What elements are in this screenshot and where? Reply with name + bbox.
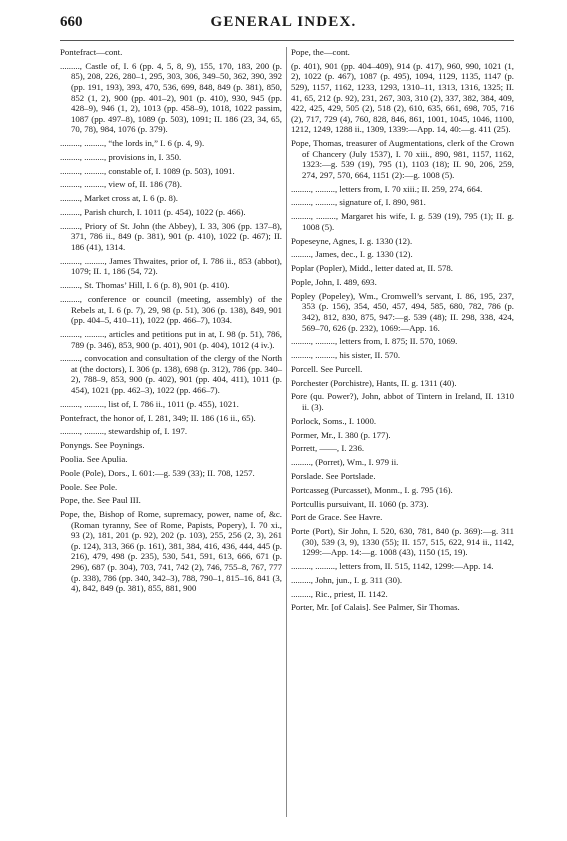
index-entry: Pontefract, the honor of, I. 281, 349; II. 186 (16 ii., 65). — [60, 412, 256, 423]
index-entry: Porrett, ——, I. 236. — [291, 443, 365, 454]
index-entry: ........., ........., signature of, I. 890, 981. — [291, 197, 426, 208]
index-entry: Port de Grace. See Havre. — [291, 512, 383, 523]
page-header — [0, 14, 567, 34]
index-entry: ........., ........., stewardship of, I. 197. — [60, 426, 188, 437]
index-entry: Ponyngs. See Poynings. — [60, 440, 145, 451]
page-title: GENERAL INDEX. — [210, 14, 357, 30]
index-entry: ........., ........., letters from, I. 70 xiii.; II. 259, 274, 664. — [291, 183, 483, 194]
index-entry: ........., John, jun., I. g. 311 (30). — [291, 574, 403, 585]
index-entry: ........., Castle of, I. 6 (pp. 4, 5, 8, 9), 155, 170, 183, 200 (p. 85), 208, 226, 280–1, 295, 303, 306, 349–50, 362, 390, 392 (pp. 191, 193), 393, 470, 536, 699, 848, 849 (p. 381), 850, 852 (1, 2), 900 (pp. 401–2), 901 (p. 410), 930, 945 (pp. 428–9), 946 (1, 2), 1013 (pp. 458–9), 1018, 1022 passim, 1087 (pp. 497–8), 1089 (p. 503), 1091; II. 186 (23, 34, 65, 70, 78), 984, 1076 (p. 379). — [60, 60, 282, 135]
index-entry: ........., James, dec., I. g. 1330 (12). — [291, 249, 413, 260]
index-entry: ........., ........., letters from, II. 515, 1142, 1299:—App. 14. — [291, 561, 494, 572]
index-entry: ........., ........., “the lords in,” I. 6 (p. 4, 9). — [60, 138, 205, 149]
index-entry: ........., (Porret), Wm., I. 979 ii. — [291, 457, 399, 468]
index-continuation-heading: Pontefract—cont. — [60, 47, 123, 57]
index-entry: ........., Parish church, I. 1011 (p. 454), 1022 (p. 466). — [60, 207, 246, 218]
index-entry: Porter, Mr. [of Calais]. See Palmer, Sir Thomas. — [291, 602, 460, 613]
index-entry: Porlock, Soms., I. 1000. — [291, 415, 377, 426]
index-entry: ........., ........., constable of, I. 1089 (p. 503), 1091. — [60, 165, 235, 176]
page-number: 660 — [60, 14, 83, 30]
index-entry: Poplar (Popler), Midd., letter dated at, II. 578. — [291, 263, 453, 274]
index-entry: Pope, Thomas, treasurer of Augmentations, clerk of the Crown of Chancery (July 1537), I. 70 xiii., 890, 981, 1157, 1162, 1323:—g. 539 (19), 795 (1), 1103 (18); II. 90, 206, 259, 274, 297, 570, 664, 1151 (2):—g. 1008 (5). — [291, 138, 514, 180]
index-entry: ........., conference or council (meeting, assembly) of the Rebels at, I. 6 (p. 7), 29, 98 (p. 51), 306 (p. 138), 849, 901 (pp. 404–5, 410–11), 1022 (pp. 466–7), 1034. — [60, 293, 282, 326]
index-column-left — [60, 47, 282, 597]
index-entry: Portcullis pursuivant, II. 1060 (p. 373). — [291, 498, 429, 509]
index-entry: Poolia. See Apulia. — [60, 453, 128, 464]
index-entry: Porslade. See Portslade. — [291, 470, 376, 481]
index-entry: ........., ........., James Thwaites, prior of, I. 786 ii., 853 (abbot), 1079; II. 1, 186 (54, 72). — [60, 255, 282, 277]
index-entry: ........., ........., articles and petitions put in at, I. 98 (p. 51), 786, 789 (p. 346), 853, 900 (p. 401), 901 (p. 404), 1012 (4 iv.). — [60, 328, 282, 350]
index-entry: ........., St. Thomas’ Hill, I. 6 (p. 8), 901 (p. 410). — [60, 280, 230, 291]
index-entry: ........., ........., list of, I. 786 ii., 1011 (p. 455), 1021. — [60, 398, 239, 409]
index-entry: Poole. See Pole. — [60, 481, 118, 492]
index-entry: ........., ........., Margaret his wife, I. g. 539 (19), 795 (1); II. g. 1008 (5). — [291, 211, 514, 232]
index-entry: Portcasseg (Purcasset), Monm., I. g. 795 (16). — [291, 484, 453, 495]
index-entry: Pormer, Mr., I. 380 (p. 177). — [291, 429, 391, 440]
index-entry: Popeseyne, Agnes, I. g. 1330 (12). — [291, 235, 413, 246]
index-entry: ........., ........., view of, II. 186 (78). — [60, 179, 182, 190]
index-entry: ........., Ric., priest, II. 1142. — [291, 588, 388, 599]
column-divider — [286, 47, 287, 817]
index-entry: ........., ........., letters from, I. 875; II. 570, 1069. — [291, 336, 458, 347]
index-entry: Pople, John, I. 489, 693. — [291, 276, 377, 287]
index-entry: ........., ........., provisions in, I. 350. — [60, 151, 182, 162]
index-entry: Porcell. See Purcell. — [291, 363, 363, 374]
index-continuation-heading: Pope, the—cont. — [291, 47, 350, 57]
index-entry: Poole (Pole), Dors., I. 601:—g. 539 (33); II. 708, 1257. — [60, 467, 255, 478]
index-entry: (p. 401), 901 (pp. 404–409), 914 (p. 417), 960, 990, 1021 (1, 2), 1022 (p. 467), 1087 (p. 495), 1094, 1129, 1135, 1147 (p. 529), 1157, 1162, 1233, 1293, 1310–11, 1313, 1316, 1325; II. 41, 65, 212 (p. 92), 231, 267, 303, 310 (2), 337, 382, 384, 409, 422, 425, 429, 505 (2), 518 (2), 610, 635, 661, 698, 705, 716 (2), 717, 729 (4), 760, 828, 846, 861, 1001, 1045, 1046, 1100, 1212, 1249, 1288 ii., 1309, 1339:—App. 14, 40:—g. 411 (25). — [291, 60, 514, 135]
index-entry: Porchester (Porchistre), Hants, II. g. 1311 (40). — [291, 377, 457, 388]
index-entry: Pope, the. See Paul III. — [60, 495, 141, 506]
index-entry: ........., Market cross at, I. 6 (p. 8). — [60, 193, 178, 204]
index-entry: ........., convocation and consultation of the clergy of the North at (the doctors), I. 306 (p. 138), 698 (p. 312), 786 (pp. 340–2), 788–9, 853, 900 (p. 402), 901 (pp. 404, 411), 1011 (p. 454), 1021 (pp. 462–3), 1022 (pp. 466–7). — [60, 353, 282, 396]
index-entry: Pore (qu. Power?), John, abbot of Tintern in Ireland, II. 1310 ii. (3). — [291, 391, 514, 413]
index-entry: Porte (Port), Sir John, I. 520, 630, 781, 840 (p. 369):—g. 311 (30), 539 (3, 9), 1330 (55); II. 157, 515, 622, 914 ii., 1142, 1299:—App. 14:—g. 1008 (43), 1150 (15, 19). — [291, 526, 514, 558]
index-entry: Popley (Popeley), Wm., Cromwell’s servant, I. 86, 195, 237, 353 (p. 156), 354, 450, 457, 494, 585, 680, 782, 786 (p. 342), 812, 830, 875, 947:—g. 539 (48); II. 298, 338, 424, 569–70, 626 (p. 232), 1069:—App. 16. — [291, 290, 514, 333]
index-column-right — [291, 47, 514, 616]
index-entry: Pope, the, Bishop of Rome, supremacy, power, name of, &c. (Roman tyranny, See of Rome, Papists, Popery), I. 70 xi., 93 (2), 181, 201 (p. 92), 202 (p. 103), 255, 256 (2, 3), 261 (p. 124), 313, 366 (p. 161), 381, 384, 416, 436, 444, 445 (p. 216), 479, 498 (p. 235), 530, 541, 591, 613, 666, 671 (p. 296), 687 (p. 304), 703, 741, 742 (2), 746, 755–8, 767, 777 (p. 338), 786 (pp. 340, 342–3), 788, 790–1, 815–16, 841 (3, 4), 842, 849 (p. 381), 855, 881, 900 — [60, 509, 282, 594]
index-entry: ........., Priory of St. John (the Abbey), I. 33, 306 (pp. 137–8), 371, 786 ii., 849 (p. 381), 901 (p. 410), 1022 (p. 467); II. 186 (41), 1314. — [60, 220, 282, 252]
index-entry: ........., ........., his sister, II. 570. — [291, 350, 401, 361]
header-rule — [60, 40, 514, 41]
